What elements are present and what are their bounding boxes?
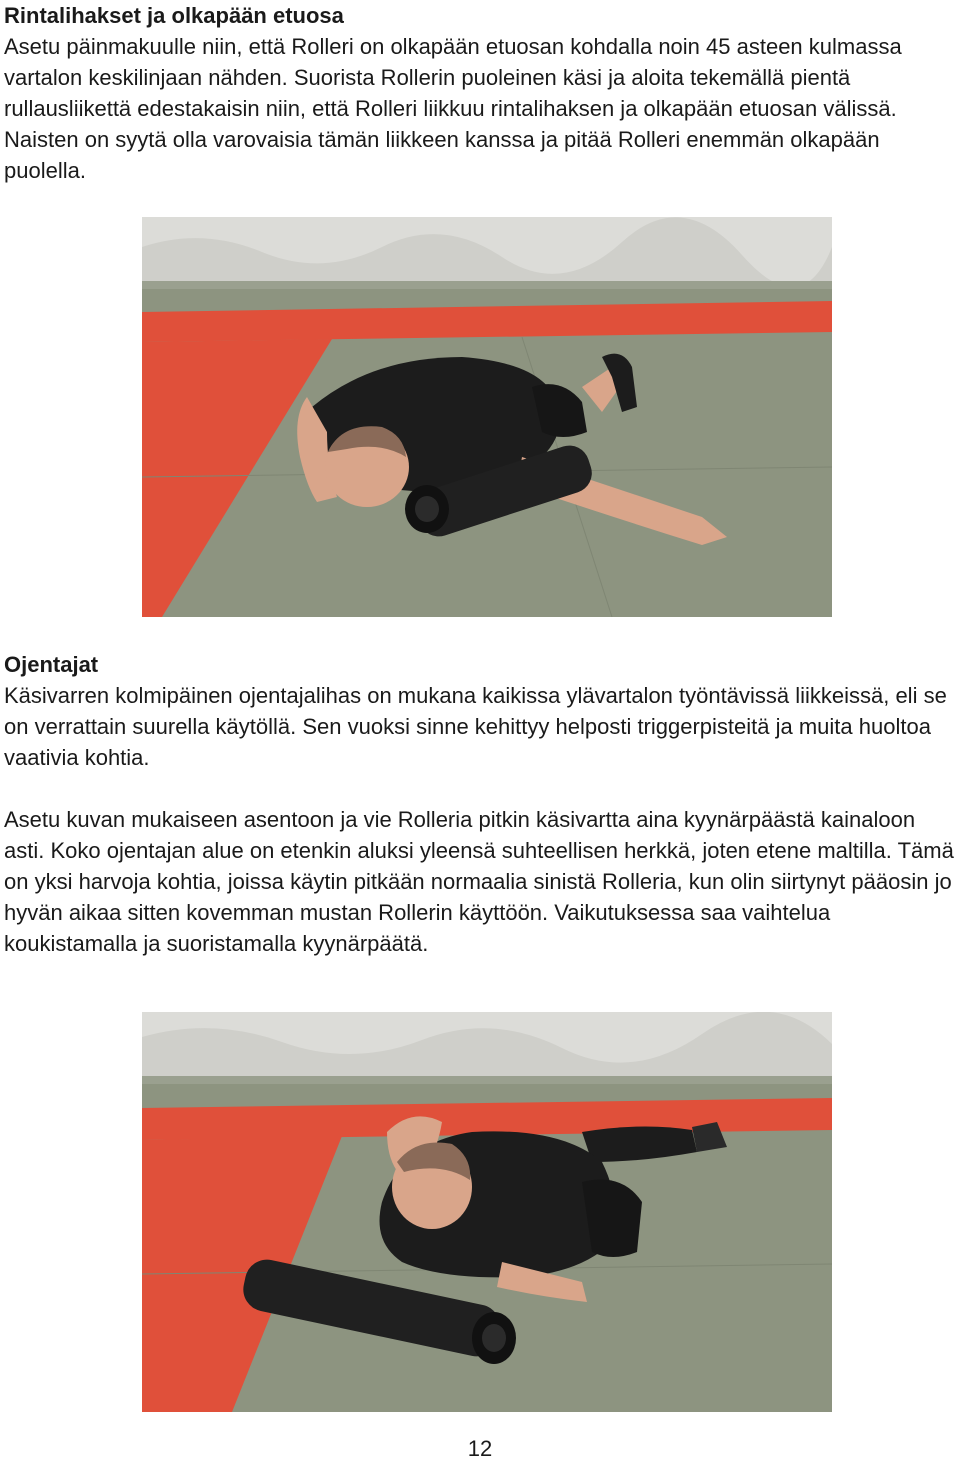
section-paragraph: Asetu kuvan mukaiseen asentoon ja vie Rolleria pitkin käsivartta aina kyynärpäästä kainaloon asti. Koko ojentajan alue on etenkin aluksi yleensä suhteellisen herkkä, joten etene maltilla. Tämä on yksi harvoja kohtia, joissa käytin pitkään normaalia sinistä Rolleria, kun olin siirtynyt pääosin jo hyvän aikaa sitten kovemman mustan Rollerin käyttöön. Vaikutuksessa saa vaihtelua koukistamalla ja suoristamalla kyynärpäätä. — [4, 807, 954, 956]
section-chest-shoulder — [4, 0, 958, 186]
section-heading: Rintalihakset ja olkapään etuosa — [4, 3, 344, 28]
section-paragraph: Asetu päinmakuulle niin, että Rolleri on olkapään etuosan kohdalla noin 45 asteen kulmassa vartalon keskilinjaan nähden. Suorista Rollerin puoleinen käsi ja aloita tekemällä pientä rullausliikettä edestakaisin niin, että Rolleri liikkuu rintalihaksen ja olkapään etuosan välissä. Naisten on syytä olla varovaisia tämän liikkeen kanssa ja pitää Rolleri enemmän olkapään puolella. — [4, 34, 902, 183]
exercise-photo-chest-rolling — [142, 217, 832, 617]
section-heading: Ojentajat — [4, 652, 99, 677]
section-triceps — [4, 649, 958, 959]
page-number: 12 — [467, 1436, 493, 1461]
exercise-photo-triceps-rolling — [142, 1012, 832, 1412]
section-paragraph: Käsivarren kolmipäinen ojentajalihas on mukana kaikissa ylävartalon työntävissä liikkeissä, eli se on verrattain suurella käytöllä. Sen vuoksi sinne kehittyy helposti triggerpisteitä ja muita huoltoa vaativia kohtia. — [4, 683, 947, 770]
